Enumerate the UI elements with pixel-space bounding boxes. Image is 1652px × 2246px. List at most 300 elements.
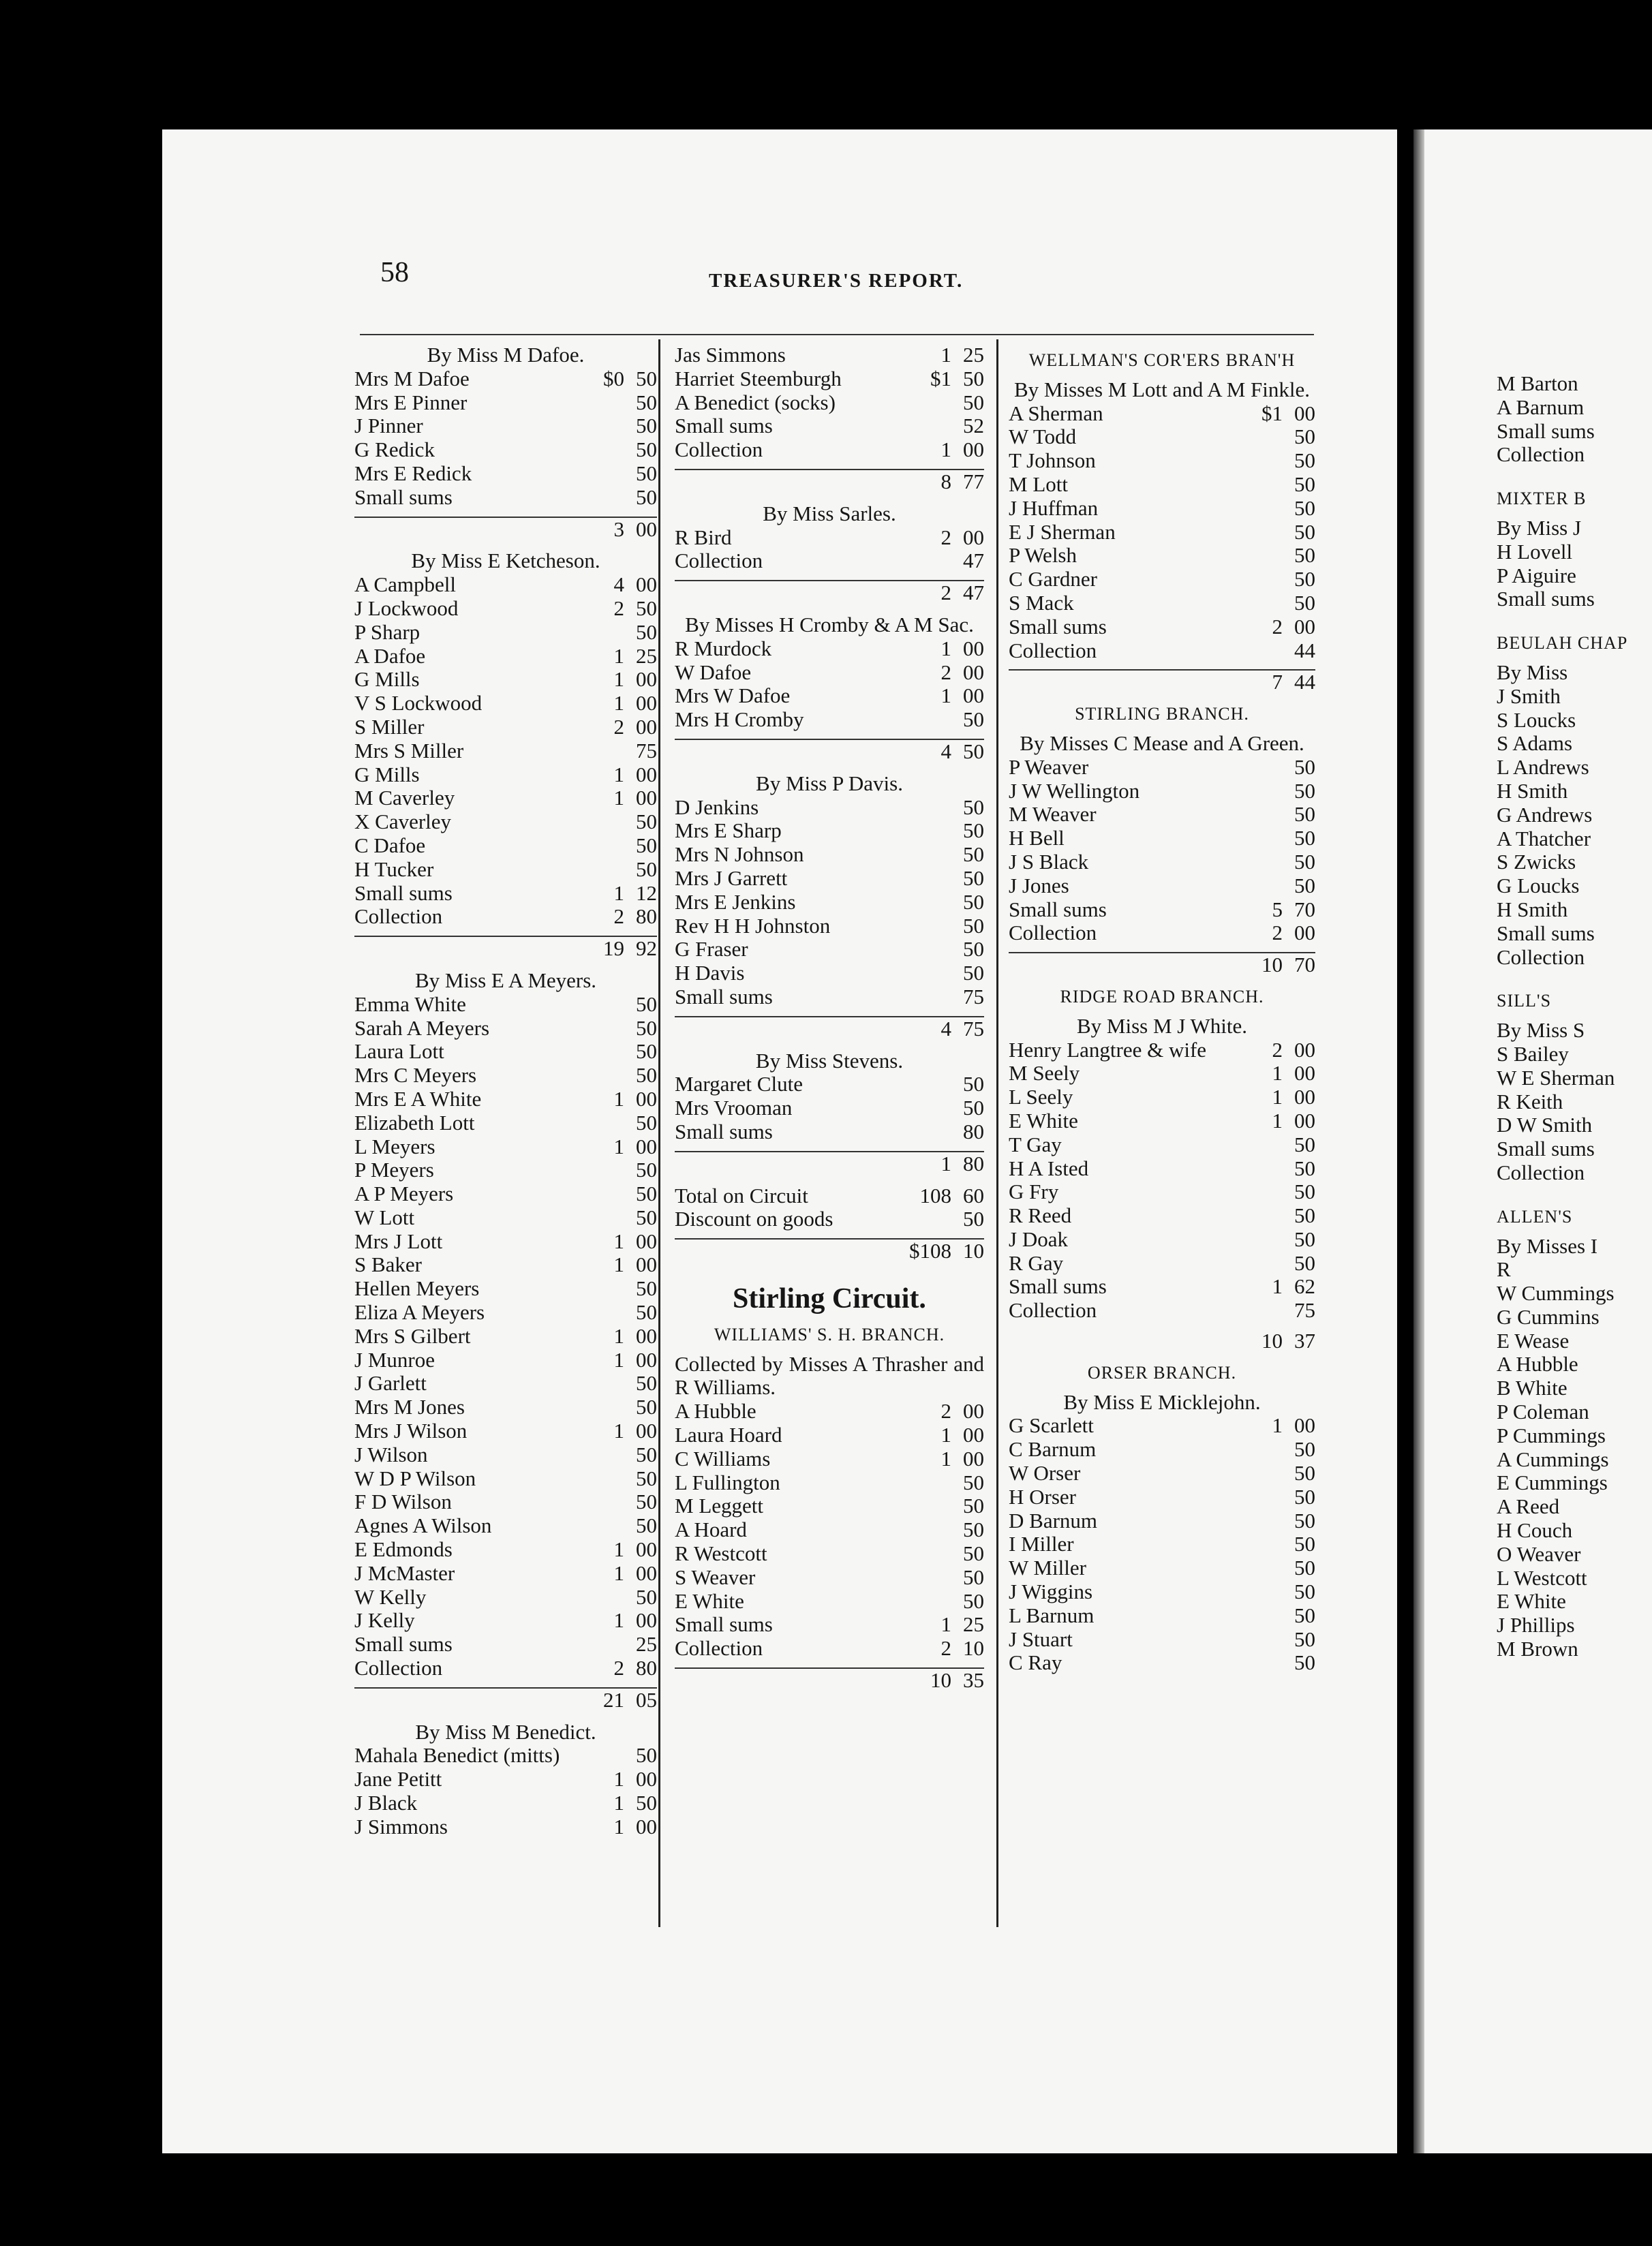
amount-cents: 50 [1294,754,1315,779]
contributor-name: A P Meyers [354,1182,454,1206]
contributor-name: C Ray [1009,1651,1062,1675]
ledger-row [354,462,657,486]
amount-dollars: 1 [613,1323,624,1348]
contributor-name: T Gay [1009,1133,1062,1156]
amount-cents: 80 [963,1119,984,1143]
contributor-name: Mahala Benedict (mitts) [354,1744,560,1768]
branch-heading [1497,632,1652,656]
ledger-row [1009,1180,1315,1204]
amount-cents: 00 [963,1423,984,1447]
amount-dollars [909,985,951,1009]
amount-dollars [1240,1462,1283,1486]
ledger-row [1009,850,1315,874]
amount-dollars [909,891,951,914]
contributor-name: Mrs N Johnson [675,843,804,867]
contributor-name: H Couch [1497,1519,1573,1543]
amount-cents: 50 [636,1395,657,1419]
amount-cents: 00 [1294,1085,1315,1109]
collector-label: By Miss M Benedict. [415,1720,596,1744]
contributor-name: J Doak [1009,1227,1068,1251]
amount-cents: 00 [1294,401,1315,425]
ledger-row [1009,1157,1315,1181]
amount-dollars: 1 [940,1446,951,1471]
collector-label: By Miss P Davis. [756,771,903,795]
amount-cents: 50 [636,1371,657,1396]
contributor-name: Collection [1009,921,1097,945]
contributor-name: M Brown [1497,1637,1578,1661]
amount-dollars: 2 [940,660,951,684]
contributor-name: E Edmonds [354,1538,453,1562]
amount-cents: 00 [636,1814,657,1839]
collector-heading [675,1049,984,1073]
amount-dollars: $0 [603,366,624,390]
contributor-name: J Lockwood [354,596,459,620]
contributor-name: Collection [1009,1299,1097,1323]
amount-dollars [1240,1157,1283,1181]
ledger-row [1497,732,1652,756]
subtotal-dollars: 4 [940,1016,951,1041]
header-rule [360,334,1314,335]
amount-dollars [1240,521,1283,544]
amount-dollars: 1 [613,1229,624,1253]
amount-dollars [582,1040,624,1064]
contributor-name: P Sharp [354,620,420,644]
ledger-row [354,1514,657,1538]
branch-heading [1009,985,1315,1009]
column-divider [996,339,998,1927]
ledger-row [1009,473,1315,497]
contributor-name: A Barnum [1497,395,1585,419]
amount-cents: 50 [1294,448,1315,473]
ledger-row [354,1325,657,1349]
ledger-row [1497,1329,1652,1353]
ledger-row [1497,1471,1652,1495]
ledger-row [354,1586,657,1610]
subtotal-dollars: 19 [603,936,624,961]
amount-cents: 50 [1294,567,1315,591]
ledger-row [354,1064,657,1088]
spacer [1497,969,1652,984]
column-3 [1009,343,1315,1675]
contributor-name: S Bailey [1497,1042,1569,1066]
collector-label: By Miss Stevens. [755,1049,904,1073]
ledger-row [1497,850,1652,874]
amount-dollars [1240,497,1283,521]
amount-cents: 50 [1294,1532,1315,1556]
ledger-row [1009,1414,1315,1438]
ledger-row [1497,827,1652,851]
ledger-row [1497,1543,1652,1567]
amount-dollars: 2 [613,714,624,739]
contributor-name: W Kelly [354,1585,427,1609]
contributor-name: S Loucks [1497,708,1576,732]
amount-cents: 60 [963,1183,984,1207]
amount-dollars [909,843,951,867]
amount-cents: 50 [636,1513,657,1538]
amount-dollars: 2 [613,596,624,620]
amount-dollars [909,708,951,732]
amount-cents: 00 [636,1086,657,1111]
ledger-row [1009,449,1315,473]
amount-cents: 50 [1294,1437,1315,1462]
ledger-row [354,1111,657,1135]
contributor-name: G Mills [354,763,420,786]
ledger-row [675,708,984,732]
ledger-row [675,1637,984,1661]
amount-cents: 00 [1294,614,1315,639]
amount-dollars: 1 [613,1419,624,1443]
subtotal-dollars: 8 [940,469,951,493]
ledger-row [1497,898,1652,922]
ledger-row [675,1494,984,1518]
ledger-row [675,526,984,550]
ledger-row [354,834,657,858]
collector-label: By Miss E Micklejohn. [1063,1390,1261,1414]
contributor-name: E White [675,1589,744,1613]
ledger-row [1009,1252,1315,1276]
collector-heading [1497,517,1652,540]
amount-cents: 00 [963,1446,984,1471]
amount-dollars [1240,780,1283,803]
amount-cents: 50 [636,390,657,414]
ledger-row [354,786,657,810]
column-4 [1497,372,1652,1661]
amount-cents: 50 [1294,1203,1315,1228]
contributor-name: C Barnum [1009,1438,1097,1462]
amount-cents: 50 [1294,495,1315,520]
contributor-name: H Tucker [354,857,434,881]
amount-cents: 00 [1294,921,1315,945]
contributor-name: Mrs H Cromby [675,708,804,732]
contributor-name: Small sums [1009,897,1107,921]
contributor-name: Mrs C Meyers [354,1064,477,1088]
contributor-name: J Phillips [1497,1614,1575,1637]
contributor-name: Total on Circuit [675,1184,808,1207]
amount-cents: 50 [1294,849,1315,874]
contributor-name: R Reed [1009,1204,1072,1228]
collector-heading [354,969,657,993]
ledger-row [354,1017,657,1041]
ledger-row [1009,874,1315,898]
amount-dollars [582,1372,624,1396]
contributor-name: W E Sherman [1497,1066,1615,1090]
amount-dollars: 1 [613,643,624,668]
amount-cents: 50 [1294,1180,1315,1204]
ledger-row [354,1562,657,1586]
amount-cents: 50 [636,1205,657,1229]
contributor-name: L Meyers [354,1135,435,1158]
amount-dollars: 1 [1272,1108,1283,1133]
ledger-row [1497,1282,1652,1306]
ledger-row [1497,1306,1652,1329]
amount-dollars: 1 [613,691,624,716]
contributor-name: M Seely [1009,1062,1080,1086]
ledger-row [1497,1424,1652,1448]
collector-heading [675,502,984,526]
ledger-row [354,716,657,739]
ledger-row [354,810,657,834]
contributor-name: A Hubble [675,1400,756,1424]
amount-cents: 50 [1294,1461,1315,1486]
contributor-name: H Bell [1009,827,1065,850]
amount-dollars: 1 [940,343,951,367]
contributor-name: J Kelly [354,1609,415,1633]
amount-dollars [909,819,951,843]
amount-cents: 50 [636,1300,657,1325]
contributor-name: Agnes A Wilson [354,1514,492,1538]
ledger-row [354,1182,657,1206]
contributor-name: P Coleman [1497,1400,1589,1424]
contributor-name: S Miller [354,715,425,739]
ledger-row [675,867,984,891]
amount-dollars [582,810,624,834]
ledger-row [1497,1090,1652,1114]
amount-dollars [582,1111,624,1135]
ledger-row [1497,1614,1652,1637]
contributor-name: Small sums [1009,615,1107,639]
column-1 [354,343,657,1839]
amount-dollars [582,1490,624,1514]
contributor-name: J Wiggins [1009,1580,1093,1604]
contributor-name: A Thatcher [1497,827,1591,850]
right-page-edge [1413,129,1424,2153]
ledger-row [354,1467,657,1491]
ledger-row [354,993,657,1017]
amount-cents: 00 [636,762,657,786]
ledger-row [354,1538,657,1562]
branch-label: SILL'S [1497,991,1552,1011]
ledger-row [1009,1556,1315,1580]
contributor-name: G Mills [354,668,420,692]
branch-label: ALLEN'S [1497,1206,1573,1227]
ledger-row [675,796,984,820]
subtotal-dollars: $108 [909,1239,951,1263]
amount-cents: 50 [1294,802,1315,827]
amount-cents: 10 [963,1636,984,1661]
contributor-name: R Westcott [675,1542,767,1566]
subtotal-row [675,1667,984,1693]
contributor-name: L Andrews [1497,756,1589,780]
amount-dollars [1240,425,1283,449]
ledger-row [675,1542,984,1566]
subtotal-cents: 70 [1294,953,1315,977]
ledger-row [1497,587,1652,611]
amount-cents: 50 [1294,1484,1315,1509]
contributor-name: S Weaver [675,1565,756,1589]
contributor-name: Small sums [354,1633,453,1657]
ledger-row [1009,1204,1315,1228]
amount-cents: 50 [1294,1227,1315,1251]
amount-cents: 50 [963,889,984,914]
amount-cents: 50 [636,484,657,509]
ledger-row [675,661,984,685]
amount-cents: 00 [963,525,984,549]
amount-cents: 50 [636,1063,657,1088]
amount-dollars: 1 [1272,1061,1283,1086]
amount-cents: 50 [963,1072,984,1096]
amount-cents: 50 [636,1015,657,1040]
ledger-row [1009,615,1315,639]
ledger-row [354,367,657,391]
ledger-row [354,1744,657,1768]
ledger-row [1009,402,1315,426]
subtotal-row [354,517,657,542]
amount-dollars [582,1396,624,1419]
amount-dollars: 1 [613,1252,624,1277]
amount-dollars [1240,1604,1283,1628]
ledger-row [354,858,657,882]
contributor-name: Jas Simmons [675,343,786,367]
branch-label: STIRLING BRANCH. [1075,704,1249,724]
amount-dollars: 1 [613,1134,624,1158]
amount-dollars [1240,1580,1283,1604]
branch-heading [1009,703,1315,726]
amount-dollars [1240,1180,1283,1204]
ledger-row [354,1206,657,1230]
ledger-row [675,1096,984,1120]
contributor-name: Collection [1497,945,1585,969]
amount-cents: 00 [636,1537,657,1562]
ledger-row [1497,1400,1652,1424]
amount-dollars [1240,1228,1283,1252]
ledger-row [1009,898,1315,922]
contributor-name: Mrs E A White [354,1087,482,1111]
ledger-row [1009,591,1315,615]
contributor-name: J Huffman [1009,496,1099,520]
amount-dollars [909,414,951,438]
ledger-row [1497,756,1652,780]
amount-cents: 50 [636,1584,657,1609]
subtotal-dollars: 21 [603,1687,624,1712]
amount-dollars [582,1744,624,1768]
amount-dollars: 1 [613,1791,624,1815]
contributor-name: Collection [675,1637,763,1661]
ledger-row [1009,1039,1315,1062]
ledger-row [354,645,657,668]
contributor-name: J McMaster [354,1561,455,1585]
contributor-name: M Caverley [354,786,455,810]
amount-cents: 00 [963,1399,984,1424]
ledger-row [1497,946,1652,970]
subtotal-dollars: 1 [940,1151,951,1175]
ledger-row [675,914,984,938]
amount-cents: 50 [636,1110,657,1135]
subtotal-row [675,1151,984,1176]
ledger-row [675,843,984,867]
ledger-row [354,1349,657,1372]
contributor-name: P Aiguire [1497,564,1576,587]
amount-dollars [582,438,624,462]
contributor-name: S Baker [354,1253,423,1277]
contributor-name: Collection [1497,443,1585,467]
amount-dollars [1240,639,1283,663]
ledger-row [354,1609,657,1633]
amount-dollars [582,414,624,438]
ledger-row [1009,827,1315,850]
collector-label: By Miss J [1497,516,1582,540]
amount-cents: 50 [636,596,657,620]
amount-dollars: 1 [613,1767,624,1791]
contributor-name: A Campbell [354,573,456,597]
amount-cents: 50 [636,619,657,644]
ledger-row [1009,1580,1315,1604]
amount-dollars [1240,1556,1283,1580]
contributor-name: R [1497,1258,1511,1282]
subtotal-row [1009,669,1315,694]
contributor-name: Mrs E Jenkins [675,890,796,914]
ledger-row [1497,1161,1652,1185]
ledger-row [354,1277,657,1301]
contributor-name: H Davis [675,962,745,985]
amount-cents: 50 [1294,543,1315,568]
contributor-name: J Stuart [1009,1627,1073,1651]
amount-dollars [1240,1533,1283,1556]
ledger-row [354,692,657,716]
amount-dollars: 1 [940,1612,951,1637]
contributor-name: G Loucks [1497,874,1580,898]
contributor-name: M Weaver [1009,803,1097,827]
subtotal-cents: 77 [963,469,984,493]
contributor-name: Small sums [675,1613,773,1637]
contributor-name: W Cummings [1497,1282,1615,1306]
contributor-name: M Leggett [675,1494,763,1518]
ledger-row [675,367,984,391]
ledger-row [1497,1376,1652,1400]
contributor-name: Small sums [675,414,773,438]
amount-cents: 50 [1294,1580,1315,1604]
amount-cents: 25 [636,643,657,668]
ledger-row [354,597,657,621]
spacer [1497,611,1652,626]
amount-dollars: 1 [613,1347,624,1372]
ledger-row [1009,1651,1315,1675]
amount-dollars [1240,1509,1283,1533]
contributor-name: Small sums [675,1120,773,1143]
contributor-name: Laura Hoard [675,1424,782,1447]
subtotal-row [675,580,984,605]
ledger-row [354,1372,657,1396]
amount-dollars [582,1301,624,1325]
amount-cents: 50 [636,414,657,438]
subtotal-cents: 37 [1294,1329,1315,1353]
branch-heading [1497,487,1652,511]
ledger-row [1497,443,1652,467]
contributor-name: R Bird [675,525,732,549]
ledger-row [1497,1043,1652,1066]
ledger-row [675,1566,984,1590]
ledger-row [675,549,984,573]
contributor-name: G Scarlett [1009,1414,1094,1438]
amount-dollars [1240,827,1283,850]
ledger-row [1009,756,1315,780]
contributor-name: O Weaver [1497,1542,1581,1566]
branch-heading [1009,1362,1315,1385]
amount-dollars [1240,1133,1283,1157]
contributor-name: Jane Petitt [354,1768,442,1791]
ledger-row [675,684,984,708]
ledger-row [1009,497,1315,521]
subtotal-cents: 80 [963,1151,984,1175]
ledger-row [1497,922,1652,946]
amount-cents: 00 [636,1347,657,1372]
amount-cents: 50 [1294,1156,1315,1180]
amount-cents: 75 [636,738,657,763]
contributor-name: R Keith [1497,1090,1563,1113]
ledger-row [1497,396,1652,420]
ledger-row [1009,1628,1315,1652]
amount-cents: 00 [963,660,984,684]
amount-dollars [909,1120,951,1144]
